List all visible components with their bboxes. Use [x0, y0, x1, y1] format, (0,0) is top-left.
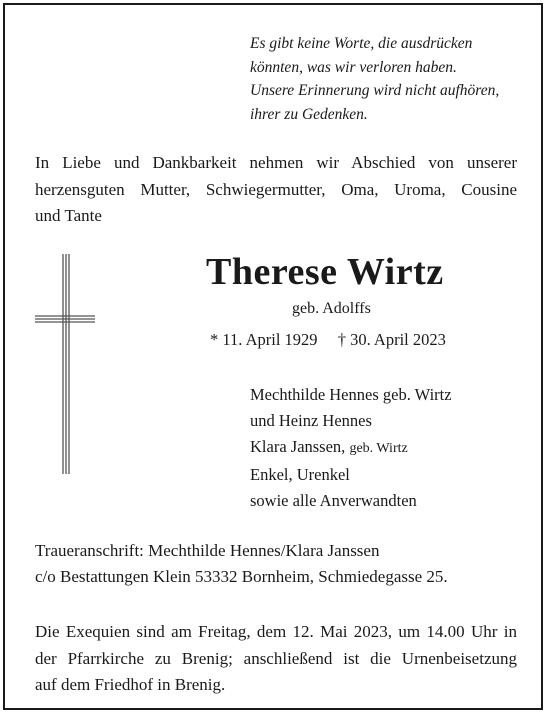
- birth-date: * 11. April 1929: [210, 330, 318, 349]
- address-line: c/o Bestattungen Klein 53332 Bornheim, Schmiedegasse 25.: [35, 567, 448, 586]
- death-date: † 30. April 2023: [337, 330, 446, 349]
- exequies-line: der Pfarrkirche zu Brenig; anschließend ist die Urnenbeisetzung: [35, 648, 517, 668]
- mourner-line: Enkel, Urenkel: [250, 465, 350, 484]
- intro-line: und Tante: [35, 206, 102, 225]
- mourner-maiden-note: geb. Wirtz: [349, 441, 408, 456]
- cross-icon: [35, 254, 95, 474]
- intro-text: [35, 150, 517, 230]
- motto-line: Es gibt keine Worte, die ausdrücken: [250, 35, 473, 52]
- mourner-line: und Heinz Hennes: [250, 411, 372, 430]
- mourner-line: Mechthilde Hennes geb. Wirtz: [250, 385, 452, 404]
- intro-line: In Liebe und Dankbarkeit nehmen wir Abschied von unserer: [35, 153, 517, 172]
- mourning-address: [35, 538, 448, 590]
- address-line: Traueranschrift: Mechthilde Hennes/Klara Janssen: [35, 541, 380, 560]
- motto-quote: [250, 32, 499, 126]
- exequies-line: auf dem Friedhof in Brenig.: [35, 675, 226, 694]
- intro-line: herzensguten Mutter, Schwiegermutter, Oma, Uroma, Cousine: [35, 179, 517, 199]
- exequies-info: [35, 619, 517, 699]
- motto-line: ihrer zu Gedenken.: [250, 105, 368, 123]
- mourner-line: [250, 434, 452, 462]
- maiden-name: geb. Adolffs: [292, 300, 371, 317]
- mourners-list: [250, 382, 452, 514]
- motto-line: könnten, was wir verloren haben.: [250, 58, 457, 76]
- life-dates: [210, 330, 446, 350]
- mourner-line: sowie alle Anverwandten: [250, 491, 417, 510]
- mourner-name: Klara Janssen,: [250, 437, 346, 456]
- deceased-name: Therese Wirtz: [206, 251, 444, 293]
- exequies-line: Die Exequien sind am Freitag, dem 12. Mai 2023, um 14.00 Uhr in: [35, 622, 517, 641]
- motto-line: Unsere Erinnerung wird nicht aufhören,: [250, 82, 500, 99]
